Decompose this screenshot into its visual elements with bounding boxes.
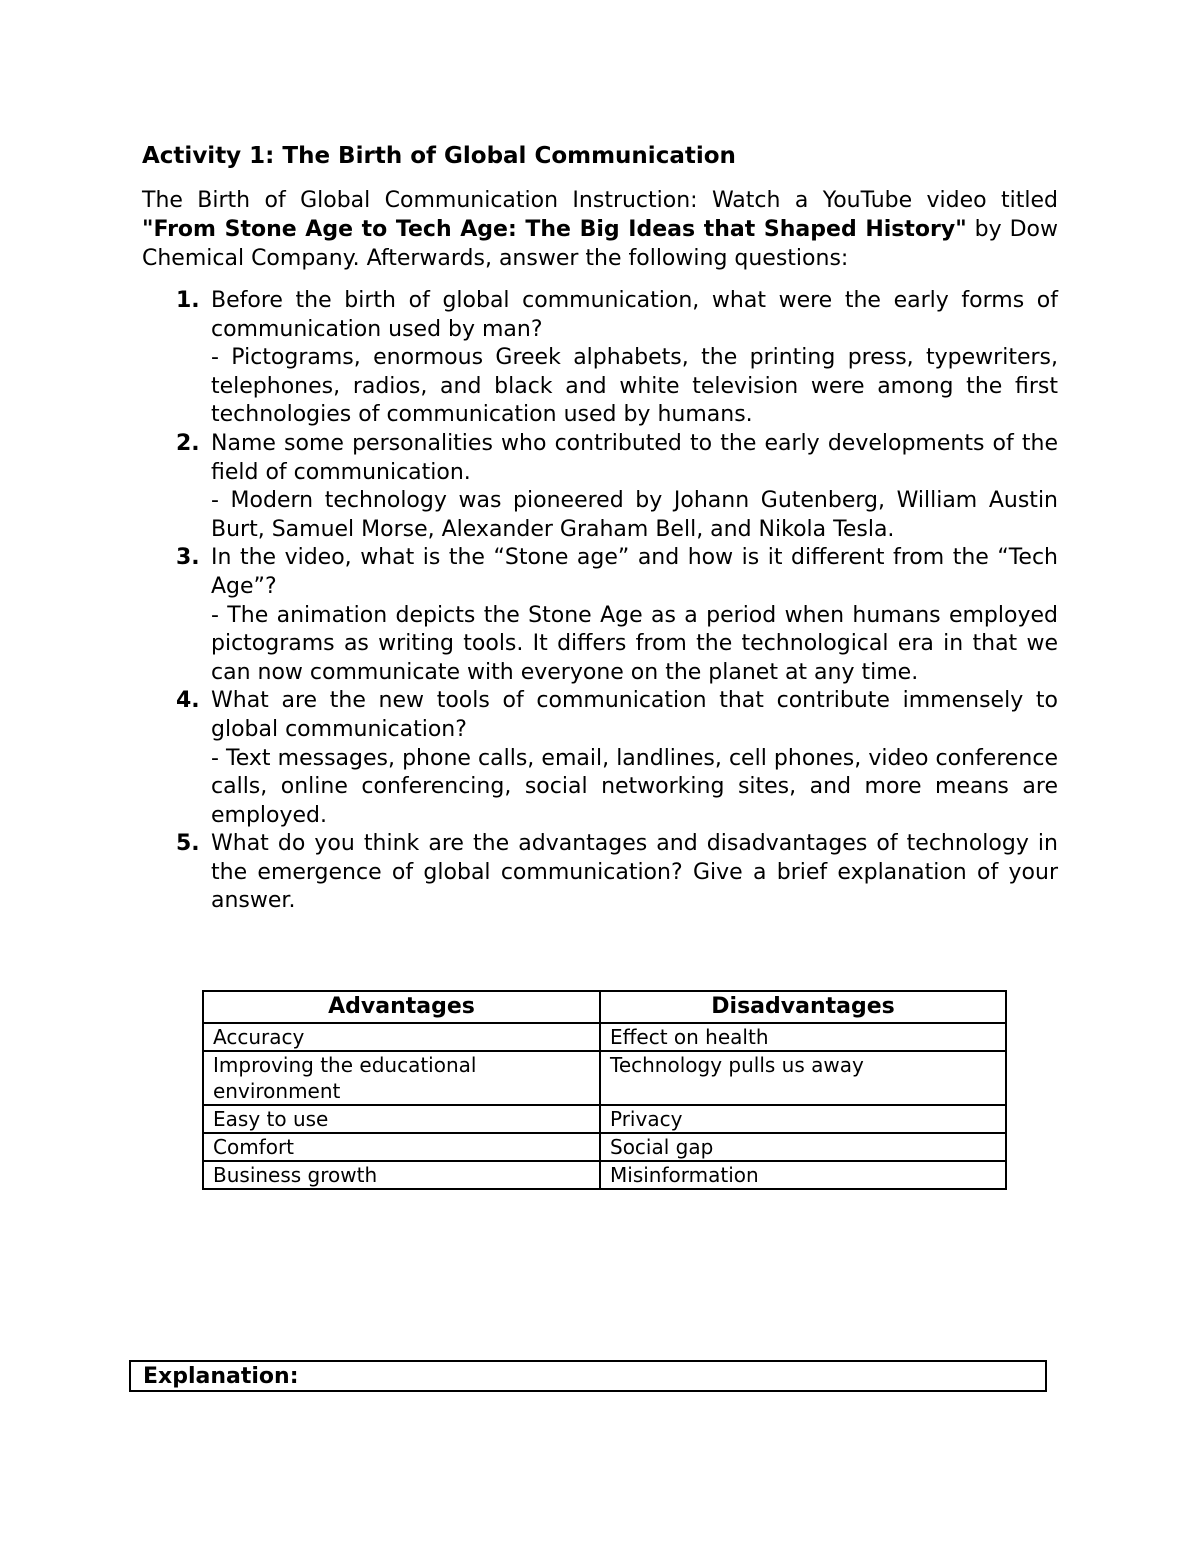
question-list [142, 287, 1058, 916]
question-number: 5. [176, 831, 200, 857]
advantage-cell: Accuracy [203, 1023, 600, 1051]
advantage-cell: Improving the educational environment [203, 1051, 600, 1105]
table-row [203, 1051, 1006, 1105]
table-row [203, 1161, 1006, 1189]
question-number: 3. [176, 545, 200, 571]
answer-text: - The animation depicts the Stone Age as a period when humans employed pictograms as writing tools. It differs from the technological era in that we can now communicate with everyone on the planet at any time. [211, 602, 1058, 685]
question-text: What are the new tools of communication that contribute immensely to global communication? [211, 688, 1058, 742]
explanation-box [129, 1360, 1047, 1392]
question-text: In the video, what is the “Stone age” and how is it different from the “Tech Age”? [211, 545, 1058, 599]
activity-title: Activity 1: The Birth of Global Communication [142, 143, 736, 169]
table-row [203, 1023, 1006, 1051]
advantage-cell: Easy to use [203, 1105, 600, 1133]
question-item-4 [142, 687, 1058, 830]
disadvantage-cell: Misinformation [600, 1161, 1006, 1189]
explanation-label: Explanation: [143, 1364, 299, 1389]
advantage-cell: Business growth [203, 1161, 600, 1189]
disadvantage-cell: Effect on health [600, 1023, 1006, 1051]
question-number: 1. [176, 288, 200, 313]
advantage-cell: Comfort [203, 1133, 600, 1161]
question-item-5 [142, 830, 1058, 916]
table-row [203, 1105, 1006, 1133]
disadvantages-header: Disadvantages [600, 991, 1006, 1023]
disadvantage-cell: Privacy [600, 1105, 1006, 1133]
advantages-disadvantages-table [202, 990, 1007, 1190]
disadvantage-cell: Social gap [600, 1133, 1006, 1161]
video-title: "From Stone Age to Tech Age: The Big Ideas that Shaped History" [142, 217, 967, 242]
question-item-3 [142, 544, 1058, 687]
advantages-header: Advantages [203, 991, 600, 1023]
disadvantage-cell: Technology pulls us away [600, 1051, 1006, 1105]
question-item-1 [142, 287, 1058, 430]
question-item-2 [142, 430, 1058, 544]
answer-text: - Pictograms, enormous Greek alphabets, the printing press, typewriters, telephones, radios, and black and white television were among the first technologies of communication used by humans. [211, 345, 1058, 428]
instructions-paragraph [142, 186, 1058, 273]
question-text: What do you think are the advantages and disadvantages of technology in the emergence of global communication? Give a brief explanation of your answer. [211, 831, 1058, 914]
answer-text: - Text messages, phone calls, email, landlines, cell phones, video conference calls, online conferencing, social networking sites, and more means are employed. [211, 745, 1058, 828]
instructions-text-end: by Dow Chemical Company. Afterwards, answer the following questions: [142, 217, 1058, 271]
table-header-row [203, 991, 1006, 1023]
question-number: 4. [176, 688, 200, 714]
question-number: 2. [176, 430, 200, 456]
instructions-text: The Birth of Global Communication Instruction: Watch a YouTube video titled [142, 188, 1058, 213]
answer-text: - Modern technology was pioneered by Johann Gutenberg, William Austin Burt, Samuel Morse, Alexander Graham Bell, and Nikola Tesla. [211, 488, 1058, 542]
question-text: Before the birth of global communication, what were the early forms of communication used by man? [211, 288, 1058, 342]
question-text: Name some personalities who contributed to the early developments of the field of communication. [211, 430, 1058, 485]
table-row [203, 1133, 1006, 1161]
